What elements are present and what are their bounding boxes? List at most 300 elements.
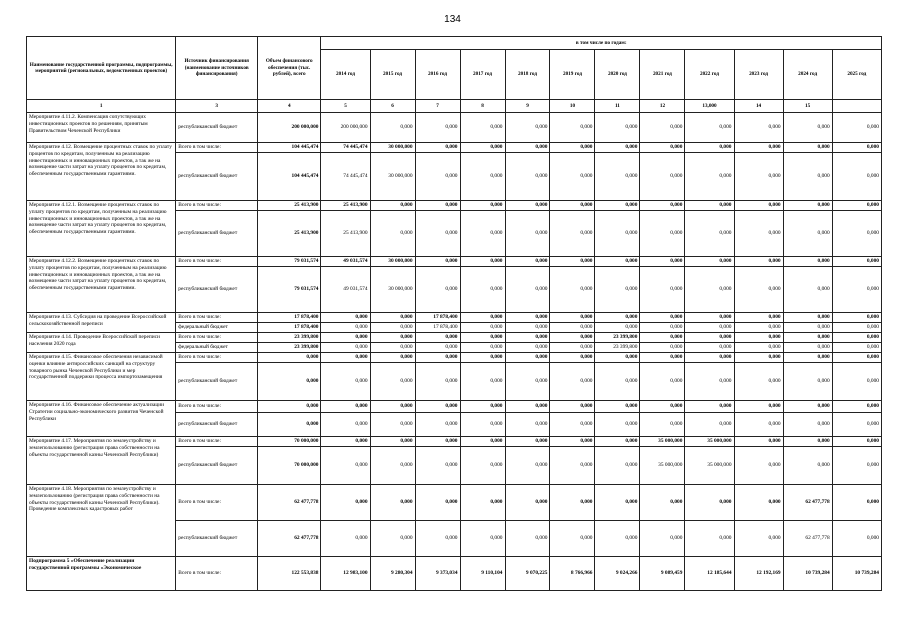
year-value: 0,000	[734, 401, 783, 413]
year-value: 10 739,284	[832, 557, 881, 591]
year-value: 0,000	[321, 323, 370, 333]
header-years-group: в том числе по годам:	[321, 37, 882, 50]
column-index: 5	[321, 100, 370, 113]
year-value: 0,000	[685, 113, 734, 143]
year-value: 0,000	[505, 447, 550, 485]
year-value: 0,000	[640, 521, 685, 557]
total-value: 79 031,574	[258, 257, 321, 267]
year-value: 25 413,900	[321, 201, 370, 211]
year-value: 0,000	[550, 353, 595, 363]
year-value: 0,000	[595, 401, 640, 413]
year-value: 0,000	[640, 257, 685, 267]
year-value: 0,000	[685, 333, 734, 343]
year-value: 0,000	[370, 313, 415, 323]
measure-name: Мероприятие 4.13. Субсидия на проведение Всероссийской сельскохозяйственной переписи	[27, 313, 176, 333]
year-value: 0,000	[505, 211, 550, 257]
year-value: 0,000	[505, 267, 550, 313]
year-value: 0,000	[370, 447, 415, 485]
year-value: 0,000	[734, 343, 783, 353]
year-value: 0,000	[783, 437, 832, 447]
total-value: 104 445,474	[258, 143, 321, 153]
year-value: 0,000	[460, 363, 505, 401]
year-value: 8 766,966	[550, 557, 595, 591]
year-value: 12 983,100	[321, 557, 370, 591]
year-value: 0,000	[505, 401, 550, 413]
year-value: 0,000	[415, 521, 460, 557]
year-value: 12 185,644	[685, 557, 734, 591]
year-value: 30 000,000	[370, 267, 415, 313]
year-value: 0,000	[321, 413, 370, 437]
total-value: 200 000,000	[258, 113, 321, 143]
table-row	[27, 437, 882, 447]
year-value: 0,000	[550, 267, 595, 313]
year-value: 0,000	[321, 401, 370, 413]
year-value: 0,000	[832, 323, 881, 333]
year-value: 0,000	[734, 323, 783, 333]
year-value: 0,000	[460, 485, 505, 521]
year-value: 0,000	[783, 343, 832, 353]
table-row	[27, 313, 882, 323]
year-value: 0,000	[832, 437, 881, 447]
year-value: 0,000	[505, 323, 550, 333]
funding-source: Всего в том числе:	[176, 557, 258, 591]
year-value: 0,000	[505, 343, 550, 353]
year-value: 0,000	[415, 153, 460, 201]
funding-source: Всего в том числе:	[176, 353, 258, 363]
year-value: 49 031,574	[321, 257, 370, 267]
total-value: 17 878,400	[258, 323, 321, 333]
year-value: 0,000	[415, 267, 460, 313]
column-index: 9	[505, 100, 550, 113]
year-value: 0,000	[783, 401, 832, 413]
year-value: 0,000	[550, 485, 595, 521]
funding-source: республиканский бюджет	[176, 521, 258, 557]
header-year: 2021 год	[640, 50, 685, 100]
year-value: 25 413,900	[321, 211, 370, 257]
year-value: 0,000	[832, 353, 881, 363]
year-value: 0,000	[460, 211, 505, 257]
year-value: 0,000	[505, 437, 550, 447]
year-value: 0,000	[640, 113, 685, 143]
measure-name: Мероприятие 4.14. Проведение Всероссийской переписи населения 2020 года	[27, 333, 176, 353]
year-value: 0,000	[783, 333, 832, 343]
year-value: 0,000	[685, 401, 734, 413]
total-value: 25 413,900	[258, 201, 321, 211]
year-value: 0,000	[783, 201, 832, 211]
year-value: 0,000	[734, 267, 783, 313]
funding-source: республиканский бюджет	[176, 413, 258, 437]
measure-name: Мероприятие 4.16. Финансовое обеспечение актуализации Стратегии социально-экономического развития Чеченской Республики	[27, 401, 176, 437]
funding-source: Всего в том числе:	[176, 201, 258, 211]
funding-source: Всего в том числе:	[176, 143, 258, 153]
year-value: 0,000	[734, 257, 783, 267]
year-value: 0,000	[832, 363, 881, 401]
year-value: 0,000	[783, 363, 832, 401]
year-value: 0,000	[783, 323, 832, 333]
header-volume: Объем финансового обеспечения (тыс. рублей), всего	[258, 37, 321, 100]
year-value: 0,000	[460, 257, 505, 267]
year-value: 0,000	[595, 113, 640, 143]
funding-source: республиканский бюджет	[176, 363, 258, 401]
table-row	[27, 333, 882, 343]
year-value: 0,000	[460, 113, 505, 143]
year-value: 0,000	[505, 485, 550, 521]
year-value: 0,000	[370, 211, 415, 257]
measure-name: Мероприятие 4.11.2. Компенсация сопутствующих инвестиционных проектов по решениям, принятым Правительством Чеченской Республики	[27, 113, 176, 143]
year-value: 35 000,000	[685, 437, 734, 447]
year-value: 0,000	[415, 401, 460, 413]
year-value: 0,000	[595, 521, 640, 557]
header-year: 2015 год	[370, 50, 415, 100]
column-index: 8	[460, 100, 505, 113]
year-value: 0,000	[460, 323, 505, 333]
year-value: 0,000	[783, 257, 832, 267]
year-value: 0,000	[685, 153, 734, 201]
table-row	[27, 401, 882, 413]
year-value: 0,000	[460, 143, 505, 153]
year-value: 0,000	[321, 343, 370, 353]
year-value: 0,000	[370, 333, 415, 343]
year-value: 9 089,459	[640, 557, 685, 591]
year-value: 0,000	[734, 211, 783, 257]
year-value: 0,000	[832, 267, 881, 313]
table-row	[27, 201, 882, 211]
year-value: 0,000	[550, 113, 595, 143]
funding-source: федеральный бюджет	[176, 323, 258, 333]
year-value: 0,000	[505, 153, 550, 201]
year-value: 0,000	[321, 363, 370, 401]
total-value: 70 000,000	[258, 447, 321, 485]
year-value: 0,000	[783, 143, 832, 153]
year-value: 0,000	[640, 201, 685, 211]
table-row	[27, 143, 882, 153]
year-value: 62 477,778	[783, 485, 832, 521]
column-index: 10	[550, 100, 595, 113]
header-year: 2014 год	[321, 50, 370, 100]
year-value: 0,000	[595, 257, 640, 267]
year-value: 0,000	[595, 211, 640, 257]
year-value: 0,000	[595, 485, 640, 521]
year-value: 0,000	[685, 353, 734, 363]
funding-source: федеральный бюджет	[176, 343, 258, 353]
measure-name: Мероприятие 4.15. Финансовое обеспечения независимой оценки влияние антироссийских санкций на структуру товарного рынка Чеченской Республики и мер государственной поддержки процесса импортозамещения	[27, 353, 176, 401]
year-value: 0,000	[370, 363, 415, 401]
header-year: 2020 год	[595, 50, 640, 100]
year-value: 0,000	[734, 153, 783, 201]
year-value: 0,000	[832, 447, 881, 485]
year-value: 0,000	[783, 211, 832, 257]
year-value: 9 373,034	[415, 557, 460, 591]
year-value: 0,000	[595, 153, 640, 201]
column-index: 1	[27, 100, 176, 113]
year-value: 0,000	[505, 521, 550, 557]
year-value: 0,000	[415, 201, 460, 211]
year-value: 0,000	[370, 353, 415, 363]
year-value: 0,000	[685, 257, 734, 267]
measure-name: Мероприятие 4.18. Мероприятия по землеустройству и землепользованию (регистрация права собственности на объекты государственной казны Чеченской Республики). Проведение комплексных кадастровых работ	[27, 485, 176, 557]
year-value: 0,000	[460, 313, 505, 323]
year-value: 0,000	[370, 485, 415, 521]
year-value: 35 000,000	[685, 447, 734, 485]
header-name: Наименование государственной программы, подпрограммы, мероприятий (региональных, ведомственных проектов)	[27, 37, 176, 100]
year-value: 0,000	[550, 313, 595, 323]
year-value: 0,000	[460, 521, 505, 557]
year-value: 0,000	[640, 413, 685, 437]
year-value: 0,000	[321, 485, 370, 521]
year-value: 0,000	[640, 211, 685, 257]
table-row	[27, 485, 882, 521]
year-value: 9 280,304	[370, 557, 415, 591]
year-value: 0,000	[505, 143, 550, 153]
year-value: 0,000	[415, 143, 460, 153]
year-value: 0,000	[505, 201, 550, 211]
year-value: 0,000	[595, 267, 640, 313]
year-value: 0,000	[595, 447, 640, 485]
year-value: 0,000	[640, 401, 685, 413]
year-value: 0,000	[685, 323, 734, 333]
year-value: 0,000	[550, 201, 595, 211]
year-value: 0,000	[832, 143, 881, 153]
year-value: 0,000	[783, 113, 832, 143]
column-index: 11	[595, 100, 640, 113]
total-value: 0,000	[258, 401, 321, 413]
year-value: 0,000	[595, 353, 640, 363]
year-value: 0,000	[370, 521, 415, 557]
year-value: 0,000	[550, 153, 595, 201]
measure-name: Подпрограмма 5 «Обеспечение реализации государственной программы «Экономическое	[27, 557, 176, 591]
column-index: 14	[734, 100, 783, 113]
measure-name: Мероприятие 4.12.1. Возмещение процентных ставок по уплату процентов по кредитам, полученным на реализацию инвестиционных и инновационных проектов, а так же на возмещение части затрат на уплату процентов по кредитам, обеспеченным государственными гарантиями.	[27, 201, 176, 257]
year-value: 62 477,778	[783, 521, 832, 557]
year-value: 49 031,574	[321, 267, 370, 313]
year-value: 0,000	[415, 353, 460, 363]
year-value: 0,000	[460, 153, 505, 201]
year-value: 0,000	[595, 313, 640, 323]
header-year: 2019 год	[550, 50, 595, 100]
year-value: 0,000	[550, 413, 595, 437]
year-value: 0,000	[734, 201, 783, 211]
year-value: 0,000	[505, 257, 550, 267]
header-source: Источник финансирования (наименование источников финансирования)	[176, 37, 258, 100]
year-value: 0,000	[640, 485, 685, 521]
year-value: 0,000	[832, 401, 881, 413]
funding-source: республиканский бюджет	[176, 267, 258, 313]
total-value: 62 477,778	[258, 521, 321, 557]
year-value: 35 000,000	[640, 437, 685, 447]
year-value: 0,000	[640, 343, 685, 353]
year-value: 0,000	[595, 143, 640, 153]
year-value: 0,000	[460, 437, 505, 447]
measure-name: Мероприятие 4.12.2. Возмещение процентных ставок по уплату процентов по кредитам, полученным на реализацию инвестиционных и инновационных проектов, а так же на возмещение части затрат на уплату процентов по кредитам, обеспеченным государственными гарантиями.	[27, 257, 176, 313]
year-value: 0,000	[415, 343, 460, 353]
year-value: 0,000	[505, 333, 550, 343]
year-value: 0,000	[550, 333, 595, 343]
year-value: 0,000	[550, 211, 595, 257]
year-value: 0,000	[321, 521, 370, 557]
year-value: 0,000	[460, 333, 505, 343]
column-index: 15	[783, 100, 832, 113]
funding-source: Всего в том числе:	[176, 333, 258, 343]
year-value: 0,000	[460, 201, 505, 211]
year-value: 0,000	[783, 353, 832, 363]
year-value: 0,000	[734, 413, 783, 437]
funding-source: республиканский бюджет	[176, 447, 258, 485]
year-value: 0,000	[832, 333, 881, 343]
funding-source: Всего в том числе:	[176, 401, 258, 413]
year-value: 0,000	[685, 313, 734, 323]
year-value: 0,000	[685, 143, 734, 153]
year-value: 0,000	[685, 201, 734, 211]
year-value: 0,000	[832, 521, 881, 557]
page-number: 134	[444, 14, 461, 25]
year-value: 0,000	[640, 363, 685, 401]
financing-table	[26, 36, 882, 591]
year-value: 0,000	[370, 201, 415, 211]
year-value: 0,000	[640, 143, 685, 153]
year-value: 0,000	[832, 113, 881, 143]
total-value: 25 413,900	[258, 211, 321, 257]
total-value: 104 445,474	[258, 153, 321, 201]
year-value: 0,000	[321, 447, 370, 485]
year-value: 10 739,284	[783, 557, 832, 591]
year-value: 0,000	[783, 153, 832, 201]
year-value: 0,000	[505, 363, 550, 401]
year-value: 0,000	[783, 447, 832, 485]
year-value: 0,000	[550, 143, 595, 153]
year-value: 9 110,104	[460, 557, 505, 591]
total-value: 0,000	[258, 363, 321, 401]
year-value: 0,000	[832, 201, 881, 211]
year-value: 0,000	[550, 363, 595, 401]
funding-source: республиканский бюджет	[176, 153, 258, 201]
year-value: 0,000	[415, 211, 460, 257]
year-value: 12 192,169	[734, 557, 783, 591]
year-value: 0,000	[550, 343, 595, 353]
total-value: 23 399,800	[258, 333, 321, 343]
table-row	[27, 557, 882, 591]
year-value: 9 024,266	[595, 557, 640, 591]
year-value: 0,000	[783, 413, 832, 437]
year-value: 0,000	[370, 343, 415, 353]
year-value: 0,000	[734, 113, 783, 143]
year-value: 0,000	[734, 313, 783, 323]
year-value: 0,000	[640, 333, 685, 343]
year-value: 0,000	[595, 363, 640, 401]
year-value: 0,000	[321, 437, 370, 447]
header-year: 2018 год	[505, 50, 550, 100]
year-value: 0,000	[734, 143, 783, 153]
year-value: 74 445,474	[321, 143, 370, 153]
year-value: 0,000	[321, 333, 370, 343]
measure-name: Мероприятие 4.17. Мероприятия по землеустройству и землепользованию (регистрация права собственности на объекты государственной казны Чеченской Республики)	[27, 437, 176, 485]
year-value: 0,000	[370, 437, 415, 447]
year-value: 0,000	[832, 257, 881, 267]
year-value: 0,000	[685, 521, 734, 557]
year-value: 0,000	[685, 343, 734, 353]
year-value: 0,000	[640, 353, 685, 363]
year-value: 0,000	[550, 257, 595, 267]
total-value: 0,000	[258, 413, 321, 437]
year-value: 0,000	[734, 353, 783, 363]
year-value: 0,000	[415, 333, 460, 343]
column-index: 6	[370, 100, 415, 113]
year-value: 9 070,225	[505, 557, 550, 591]
year-value: 0,000	[505, 313, 550, 323]
year-value: 0,000	[734, 521, 783, 557]
year-value: 0,000	[415, 363, 460, 401]
table-row	[27, 353, 882, 363]
year-value: 0,000	[734, 333, 783, 343]
column-index: 7	[415, 100, 460, 113]
year-value: 0,000	[640, 153, 685, 201]
year-value: 30 000,000	[370, 153, 415, 201]
year-value: 0,000	[734, 447, 783, 485]
year-value: 35 000,000	[640, 447, 685, 485]
total-value: 0,000	[258, 353, 321, 363]
total-value: 23 399,800	[258, 343, 321, 353]
year-value: 0,000	[460, 353, 505, 363]
year-value: 0,000	[460, 447, 505, 485]
column-index: 3	[176, 100, 258, 113]
year-value: 23 399,800	[595, 343, 640, 353]
year-value: 0,000	[321, 313, 370, 323]
funding-source: республиканский бюджет	[176, 211, 258, 257]
year-value: 0,000	[415, 437, 460, 447]
year-value: 0,000	[640, 267, 685, 313]
year-value: 0,000	[460, 413, 505, 437]
year-value: 0,000	[321, 353, 370, 363]
year-value: 0,000	[685, 413, 734, 437]
total-value: 122 553,838	[258, 557, 321, 591]
year-value: 30 000,000	[370, 257, 415, 267]
total-value: 17 878,400	[258, 313, 321, 323]
column-index	[832, 100, 881, 113]
year-value: 0,000	[370, 401, 415, 413]
year-value: 0,000	[685, 485, 734, 521]
year-value: 0,000	[734, 363, 783, 401]
header-year: 2025 год	[832, 50, 881, 100]
column-index: 4	[258, 100, 321, 113]
year-value: 0,000	[595, 323, 640, 333]
year-value: 0,000	[685, 363, 734, 401]
year-value: 0,000	[640, 313, 685, 323]
year-value: 0,000	[734, 437, 783, 447]
year-value: 0,000	[505, 353, 550, 363]
year-value: 0,000	[550, 401, 595, 413]
year-value: 0,000	[832, 343, 881, 353]
year-value: 0,000	[415, 413, 460, 437]
year-value: 0,000	[550, 447, 595, 485]
total-value: 62 477,778	[258, 485, 321, 521]
year-value: 0,000	[370, 413, 415, 437]
year-value: 200 000,000	[321, 113, 370, 143]
year-value: 0,000	[685, 211, 734, 257]
year-value: 23 399,800	[595, 333, 640, 343]
year-value: 0,000	[832, 413, 881, 437]
year-value: 0,000	[460, 343, 505, 353]
year-value: 0,000	[595, 201, 640, 211]
year-value: 0,000	[595, 413, 640, 437]
funding-source: Всего в том числе:	[176, 437, 258, 447]
year-value: 0,000	[550, 323, 595, 333]
year-value: 0,000	[783, 267, 832, 313]
year-value: 0,000	[783, 313, 832, 323]
year-value: 0,000	[734, 485, 783, 521]
year-value: 0,000	[550, 521, 595, 557]
year-value: 0,000	[832, 211, 881, 257]
year-value: 0,000	[415, 485, 460, 521]
header-year: 2022 год	[685, 50, 734, 100]
